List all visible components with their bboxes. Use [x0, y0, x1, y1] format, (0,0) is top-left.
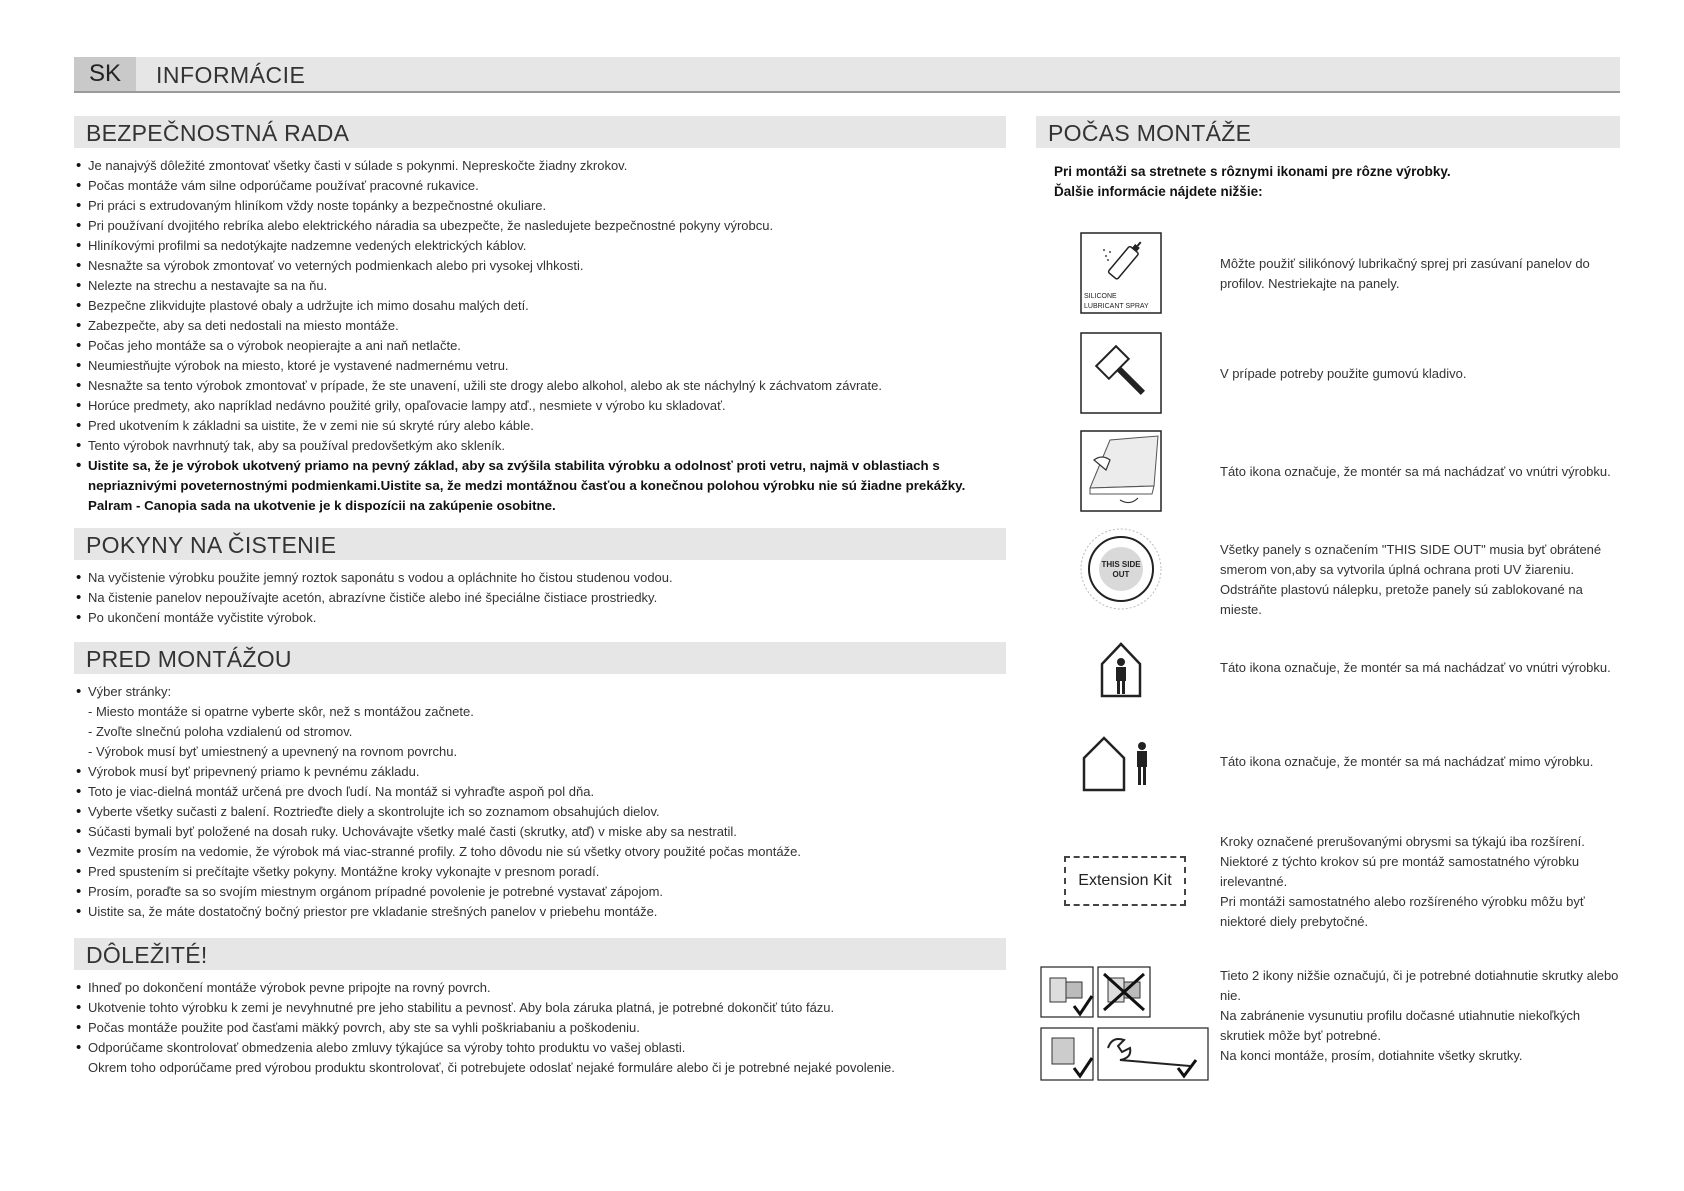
- list-item: • Prosím, poraďte sa so svojím miestnym orgánom prípadné povolenie je potrebné vystavať zápojom.: [74, 882, 1006, 902]
- person-outside-house-icon: [1080, 732, 1162, 797]
- spray-label-line2: LUBRICANT SPRAY: [1084, 303, 1149, 310]
- intro-line: Ďalšie informácie nájdete nižšie:: [1054, 184, 1263, 199]
- important-heading: DÔLEŽITÉ!: [74, 938, 1006, 970]
- inside-house-description: Táto ikona označuje, že montér sa má nachádzať vo vnútri výrobku.: [1220, 660, 1611, 675]
- screws-text: Tieto 2 ikony nižšie označujú, či je potrebné dotiahnutie skrutky alebo nie.: [1220, 968, 1619, 1003]
- safety-list: [74, 156, 1006, 516]
- list-item: • Nesnažte sa výrobok zmontovať vo veterných podmienkach alebo pri vysokej vlhkosti.: [74, 256, 1006, 276]
- extension-kit-text: Niektoré z týchto krokov sú pre montáž samostatného výrobku irelevantné.: [1220, 854, 1580, 889]
- safety-heading: BEZPEČNOSTNÁ RADA: [74, 116, 1006, 148]
- anchoring-warning: • Uistite sa, že je výrobok ukotvený priamo na pevný základ, aby sa zvýšila stabilita výrobku a odolnosť proti vetru, najmä v oblastiach s nepriaznivými poveternostnými podmienkami.Uistite sa, že medzi montážnou časťou a konečnou polohou výrobku nie sú žiadne prekážky. Palram - Canopia sada na ukotvenie je k dispozícii na zakúpenie osobitne.: [74, 456, 1006, 516]
- important-section: [74, 938, 1006, 1078]
- cleaning-heading: POKYNY NA ČISTENIE: [74, 528, 1006, 560]
- list-item: • Na čistenie panelov nepoužívajte acetón, abrazívne čističe alebo iné špeciálne čistiace prostriedky.: [74, 588, 1006, 608]
- list-item: • Súčasti bymali byť položené na dosah ruky. Uchovávajte všetky malé časti (skrutky, atď) v miske aby sa nestratil.: [74, 822, 1006, 842]
- before-assembly-list: [74, 682, 1006, 922]
- list-item: • Tento výrobok navrhnutý tak, aby sa používal predovšetkým ako skleník.: [74, 436, 1006, 456]
- list-item: • Ukotvenie tohto výrobku k zemi je nevyhnutné pre jeho stabilitu a pevnosť. Aby bola záruka platná, je potrebné dokončiť túto fázu.: [74, 998, 1006, 1018]
- list-item: • Neumiestňujte výrobok na miesto, ktoré je vystavené nadmernému vetru.: [74, 356, 1006, 376]
- screws-description: [1220, 966, 1620, 1066]
- list-item: • Pred ukotvením k základni sa uistite, že v zemi nie sú skryté rúry alebo káble.: [74, 416, 1006, 436]
- page-header: [74, 57, 1620, 93]
- side-out-text: Všetky panely s označením "THIS SIDE OUT" musia byť obrátené smerom von,aby sa vytvorila úplná ochrana proti UV žiareniu.: [1220, 542, 1602, 577]
- list-item: • Výrobok musí byť pripevnený priamo k pevnému základu.: [74, 762, 1006, 782]
- list-item: • Horúce predmety, ako napríklad nedávno použité grily, opaľovacie lampy atď., nesmiete v výrobo ku skladovať.: [74, 396, 1006, 416]
- cleaning-list: [74, 568, 1006, 628]
- list-item: • Počas jeho montáže sa o výrobok neopierajte a ani naň netlačte.: [74, 336, 1006, 356]
- list-item: • Po ukončení montáže vyčistite výrobok.: [74, 608, 1006, 628]
- right-column: [1036, 116, 1620, 1116]
- page-title: INFORMÁCIE: [156, 62, 306, 88]
- list-item: • Vezmite prosím na vedomie, že výrobok má viac-stranné profily. Z toho dôvodu nie sú všetky otvory použité počas montáže.: [74, 842, 1006, 862]
- list-item: • Toto je viac-dielná montáž určená pre dvoch ľudí. Na montáž si vyhraďte aspoň pol dňa.: [74, 782, 1006, 802]
- list-item: • Pred spustením si prečítajte všetky pokyny. Montážne kroky vykonajte v presnom poradí.: [74, 862, 1006, 882]
- lubricant-spray-icon: [1080, 232, 1162, 319]
- extension-kit-text: Pri montáži samostatného alebo rozšíreného výrobku môžu byť niektoré diely prebytočné.: [1220, 894, 1585, 929]
- left-column: [74, 116, 1006, 1078]
- list-item: • Počas montáže vám silne odporúčame používať pracovné rukavice.: [74, 176, 1006, 196]
- side-out-label-line1: THIS SIDE: [1101, 560, 1141, 569]
- wrench-icon: [1098, 1028, 1208, 1080]
- list-item: • Nelezte na strechu a nestavajte sa na ňu.: [74, 276, 1006, 296]
- side-out-label-line2: OUT: [1112, 570, 1130, 579]
- extension-kit-description: [1220, 832, 1620, 932]
- before-assembly-heading: PRED MONTÁŽOU: [74, 642, 1006, 674]
- screws-text: Na zabránenie vysunutiu profilu dočasné utiahnutie niekoľkých skrutiek môže byť potrebné.: [1220, 1008, 1581, 1043]
- list-item: • Počas montáže použite pod časťami mäkký povrch, aby ste sa vyhli poškriabaniu a poškodeniu.: [74, 1018, 1006, 1038]
- list-item: • Nesnažte sa tento výrobok zmontovať v prípade, že ste unavení, užili ste drogy alebo alkohol, alebo ak ste náchylný k záchvatom závrate.: [74, 376, 1006, 396]
- list-item: • Na vyčistenie výrobku použite jemný roztok saponátu s vodou a opláchnite ho čistou studenou vodou.: [74, 568, 1006, 588]
- list-item: • Bezpečne zlikvidujte plastové obaly a udržujte ich mimo dosahu malých detí.: [74, 296, 1006, 316]
- spray-description: Môžte použiť silikónový lubrikačný sprej pri zasúvaní panelov do profilov. Nestriekajte na panely.: [1220, 256, 1590, 291]
- this-side-out-icon: [1080, 528, 1162, 615]
- sub-list-item: - Zvoľte slnečnú poloha vzdialenú od stromov.: [88, 724, 353, 739]
- sub-list-item: - Miesto montáže si opatrne vyberte skôr, než s montážou začnete.: [88, 704, 474, 719]
- during-assembly-heading: POČAS MONTÁŽE: [1036, 116, 1620, 148]
- screws-text: Na konci montáže, prosím, dotiahnite všetky skrutky.: [1220, 1048, 1523, 1063]
- side-out-description: [1220, 540, 1620, 620]
- mallet-description: V prípade potreby použite gumovú kladivo.: [1220, 366, 1467, 381]
- intro-line: Pri montáži sa stretnete s rôznymi ikonami pre rôzne výrobky.: [1054, 164, 1451, 179]
- cleaning-section: [74, 528, 1006, 628]
- during-intro: [1054, 162, 1620, 202]
- nut-tightened-icon: [1041, 1028, 1093, 1080]
- outside-house-description: Táto ikona označuje, že montér sa má nachádzať mimo výrobku.: [1220, 754, 1594, 769]
- list-item: • Zabezpečte, aby sa deti nedostali na miesto montáže.: [74, 316, 1006, 336]
- person-inside-house-icon: [1080, 638, 1162, 703]
- inside-panel-description: Táto ikona označuje, že montér sa má nachádzať vo vnútri výrobku.: [1220, 464, 1611, 479]
- list-item: • Uistite sa, že máte dostatočný bočný priestor pre vkladanie strešných panelov v priebehu montáže.: [74, 902, 1006, 922]
- before-assembly-section: [74, 642, 1006, 922]
- spray-label-line1: SILICONE: [1084, 293, 1117, 300]
- list-item: • Hliníkovými profilmi sa nedotýkajte nadzemne vedených elektrických káblov.: [74, 236, 1006, 256]
- screw-not-tightened-icon: [1098, 967, 1150, 1017]
- language-code: SK: [74, 57, 136, 91]
- important-list: [74, 978, 1006, 1078]
- list-item: • Je nanajvýš dôležité zmontovať všetky časti v súlade s pokynmi. Nepreskočte žiadny zkrokov.: [74, 156, 1006, 176]
- rubber-mallet-icon: [1080, 332, 1162, 419]
- list-item-continuation: Okrem toho odporúčame pred výrobou produktu skontrolovať, či potrebujete odoslať nejaké formuláre alebo či je potrebné nejaké povolenie.: [88, 1060, 895, 1075]
- screw-tightened-icon: [1041, 967, 1093, 1017]
- inside-panel-icon: [1080, 430, 1162, 517]
- extension-kit-box: Extension Kit: [1064, 856, 1186, 906]
- list-item: • Odporúčame skontrolovať obmedzenia alebo zmluvy týkajúce sa výroby tohto produktu vo vašej oblasti.: [74, 1038, 1006, 1058]
- tighten-screw-icons: [1040, 966, 1210, 1089]
- safety-section: [74, 116, 1006, 516]
- list-item: • Výber stránky:: [74, 682, 1006, 702]
- side-out-text: Odstráňte plastovú nálepku, pretože panely sú zablokované na mieste.: [1220, 582, 1583, 617]
- sub-list-item: - Výrobok musí byť umiestnený a upevnený na rovnom povrchu.: [88, 744, 458, 759]
- extension-kit-text: Kroky označené prerušovanými obrysmi sa týkajú iba rozšírení.: [1220, 834, 1585, 849]
- list-item: • Vyberte všetky sučasti z balení. Roztrieďte diely a skontrolujte ich so zoznamom obsahujúch dielov.: [74, 802, 1006, 822]
- list-item: • Pri práci s extrudovaným hliníkom vždy noste topánky a bezpečnostné okuliare.: [74, 196, 1006, 216]
- list-item: • Pri používaní dvojitého rebríka alebo elektrického náradia sa ubezpečte, že nasledujete bezpečnostné pokyny výrobcu.: [74, 216, 1006, 236]
- list-item: • Ihneď po dokončení montáže výrobok pevne pripojte na rovný povrch.: [74, 978, 1006, 998]
